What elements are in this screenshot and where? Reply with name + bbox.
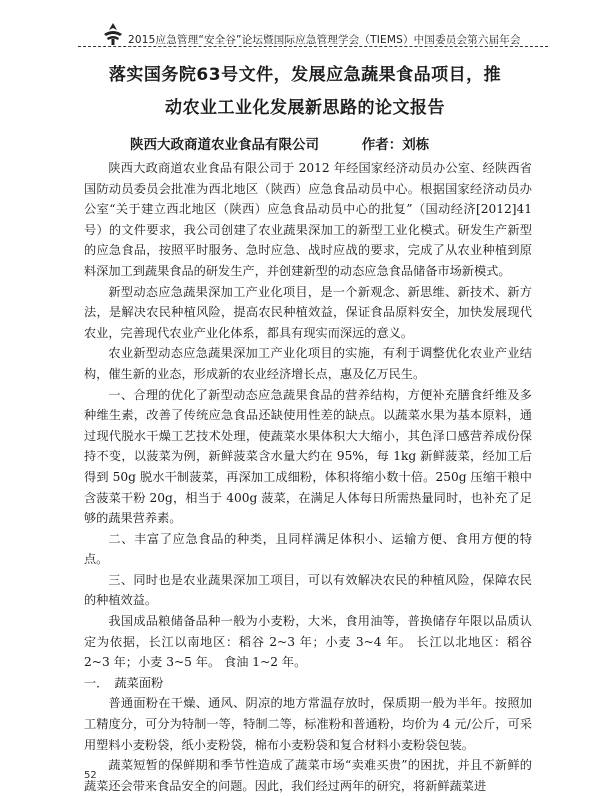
running-header — [78, 22, 558, 52]
paragraph: 农业新型动态应急蔬果深加工产业化项目的实施，有利于调整优化农业产业结构，催生新的业态，形成新的农业经济增长点，惠及亿万民生。 — [84, 346, 532, 381]
paragraph: 二、丰富了应急食品的种类，且同样满足体积小、运输方便、食用方便的特点。 — [84, 531, 532, 567]
article-body — [84, 158, 532, 796]
paper-title-line-1: 落实国务院63号文件，发展应急蔬果食品项目，推 — [108, 65, 502, 85]
paragraph: 三、同时也是农业蔬果深加工项目，可以有效解决农民的种植风险，保障农民的种植效益。 — [84, 572, 532, 608]
paragraph: 一． 蔬菜面粉 — [84, 675, 164, 690]
paragraph: 新型动态应急蔬果深加工产业化项目，是一个新观念、新思维、新技术、新方法，是解决农民种植风险，提高农民种植效益，保证食品原料安全，加快发展现代农业，完善现代农业产业化体系，都具有现实而深远的意义。 — [84, 284, 532, 340]
paragraph: 蔬菜短暂的保鲜期和季节性造成了蔬菜市场“卖难买贵”的困扰，并且不新鲜的蔬菜还会带来食品安全的问题。因此，我们经过两年的研究，将新鲜蔬菜进 — [84, 758, 532, 793]
company-name: 陕西大政商道农业食品有限公司 — [130, 137, 319, 153]
paragraph: 普通面粉在干燥、通风、阴凉的地方常温存放时，保质期一般为半年。按照加工精度分，可分为特制一等，特制二等，标准粉和普通粉，均价为 4 元/公斤，可采用塑料小麦粉袋，纸小麦粉袋，棉布小麦粉袋和复合材料小麦粉袋包装。 — [84, 696, 532, 752]
author-name: 作者：刘栋 — [361, 137, 430, 153]
paragraph: 陕西大政商道农业食品有限公司于 2012 年经国家经济动员办公室、经陕西省国防动员委员会批准为西北地区（陕西）应急食品动员中心。根据国家经济动员办公室“关于建立西北地区（陕西）应急食品动员中心的批复”（国动经济[2012]41 号）的文件要求，我公司创建了农业蔬果深加工的新型工业化模式。研发生产新型的应急食品，按照平时服务、急时应急、战时应战的要求，完成了从农业种植到原料深加工到蔬果食品的研发生产，并创建新型的动态应急食品储备市场新模式。 — [84, 161, 532, 278]
header-journal-text: 2015应急管理“安全谷”论坛暨国际应急管理学会（TIEMS）中国委员会第六届年会 — [128, 34, 521, 46]
paper-title-line-2: 动农业工业化发展新思路的论文报告 — [165, 98, 445, 118]
paragraph: 一、合理的优化了新型动态应急蔬果食品的营养结构，方便补充膳食纤维及多种维生素，改善了传统应急食品还缺使用性差的缺点。以蔬菜水果为基本原料，通过现代脱水干燥工艺技术处理，使蔬菜水果体积大大缩小，其色泽口感营养成份保持不变，以菠菜为例，新鲜菠菜含水量大约在 95%，每 1kg 新鲜菠菜，经加工后得到 50g 脱水干制菠菜，再深加工成细粉，体积将缩小数十倍。250g 压缩干粮中含菠菜干粉 20g，相当于 400g 菠菜，在满足人体每日所需热量同时，也补充了足够的蔬果营养素。 — [84, 387, 532, 526]
page-number: 52 — [84, 770, 97, 781]
byline — [130, 133, 510, 153]
conference-logo-icon — [100, 22, 126, 46]
paragraph: 我国成品粮储备品种一般为小麦粉，大米，食用油等，普换储存年限以品质认定为依据，长江以南地区：稻谷 2~3 年；小麦 3~4 年。 长江以北地区：稻谷 2~3 年；小麦 3~5 年。 食油 1~2 年。 — [84, 614, 532, 670]
